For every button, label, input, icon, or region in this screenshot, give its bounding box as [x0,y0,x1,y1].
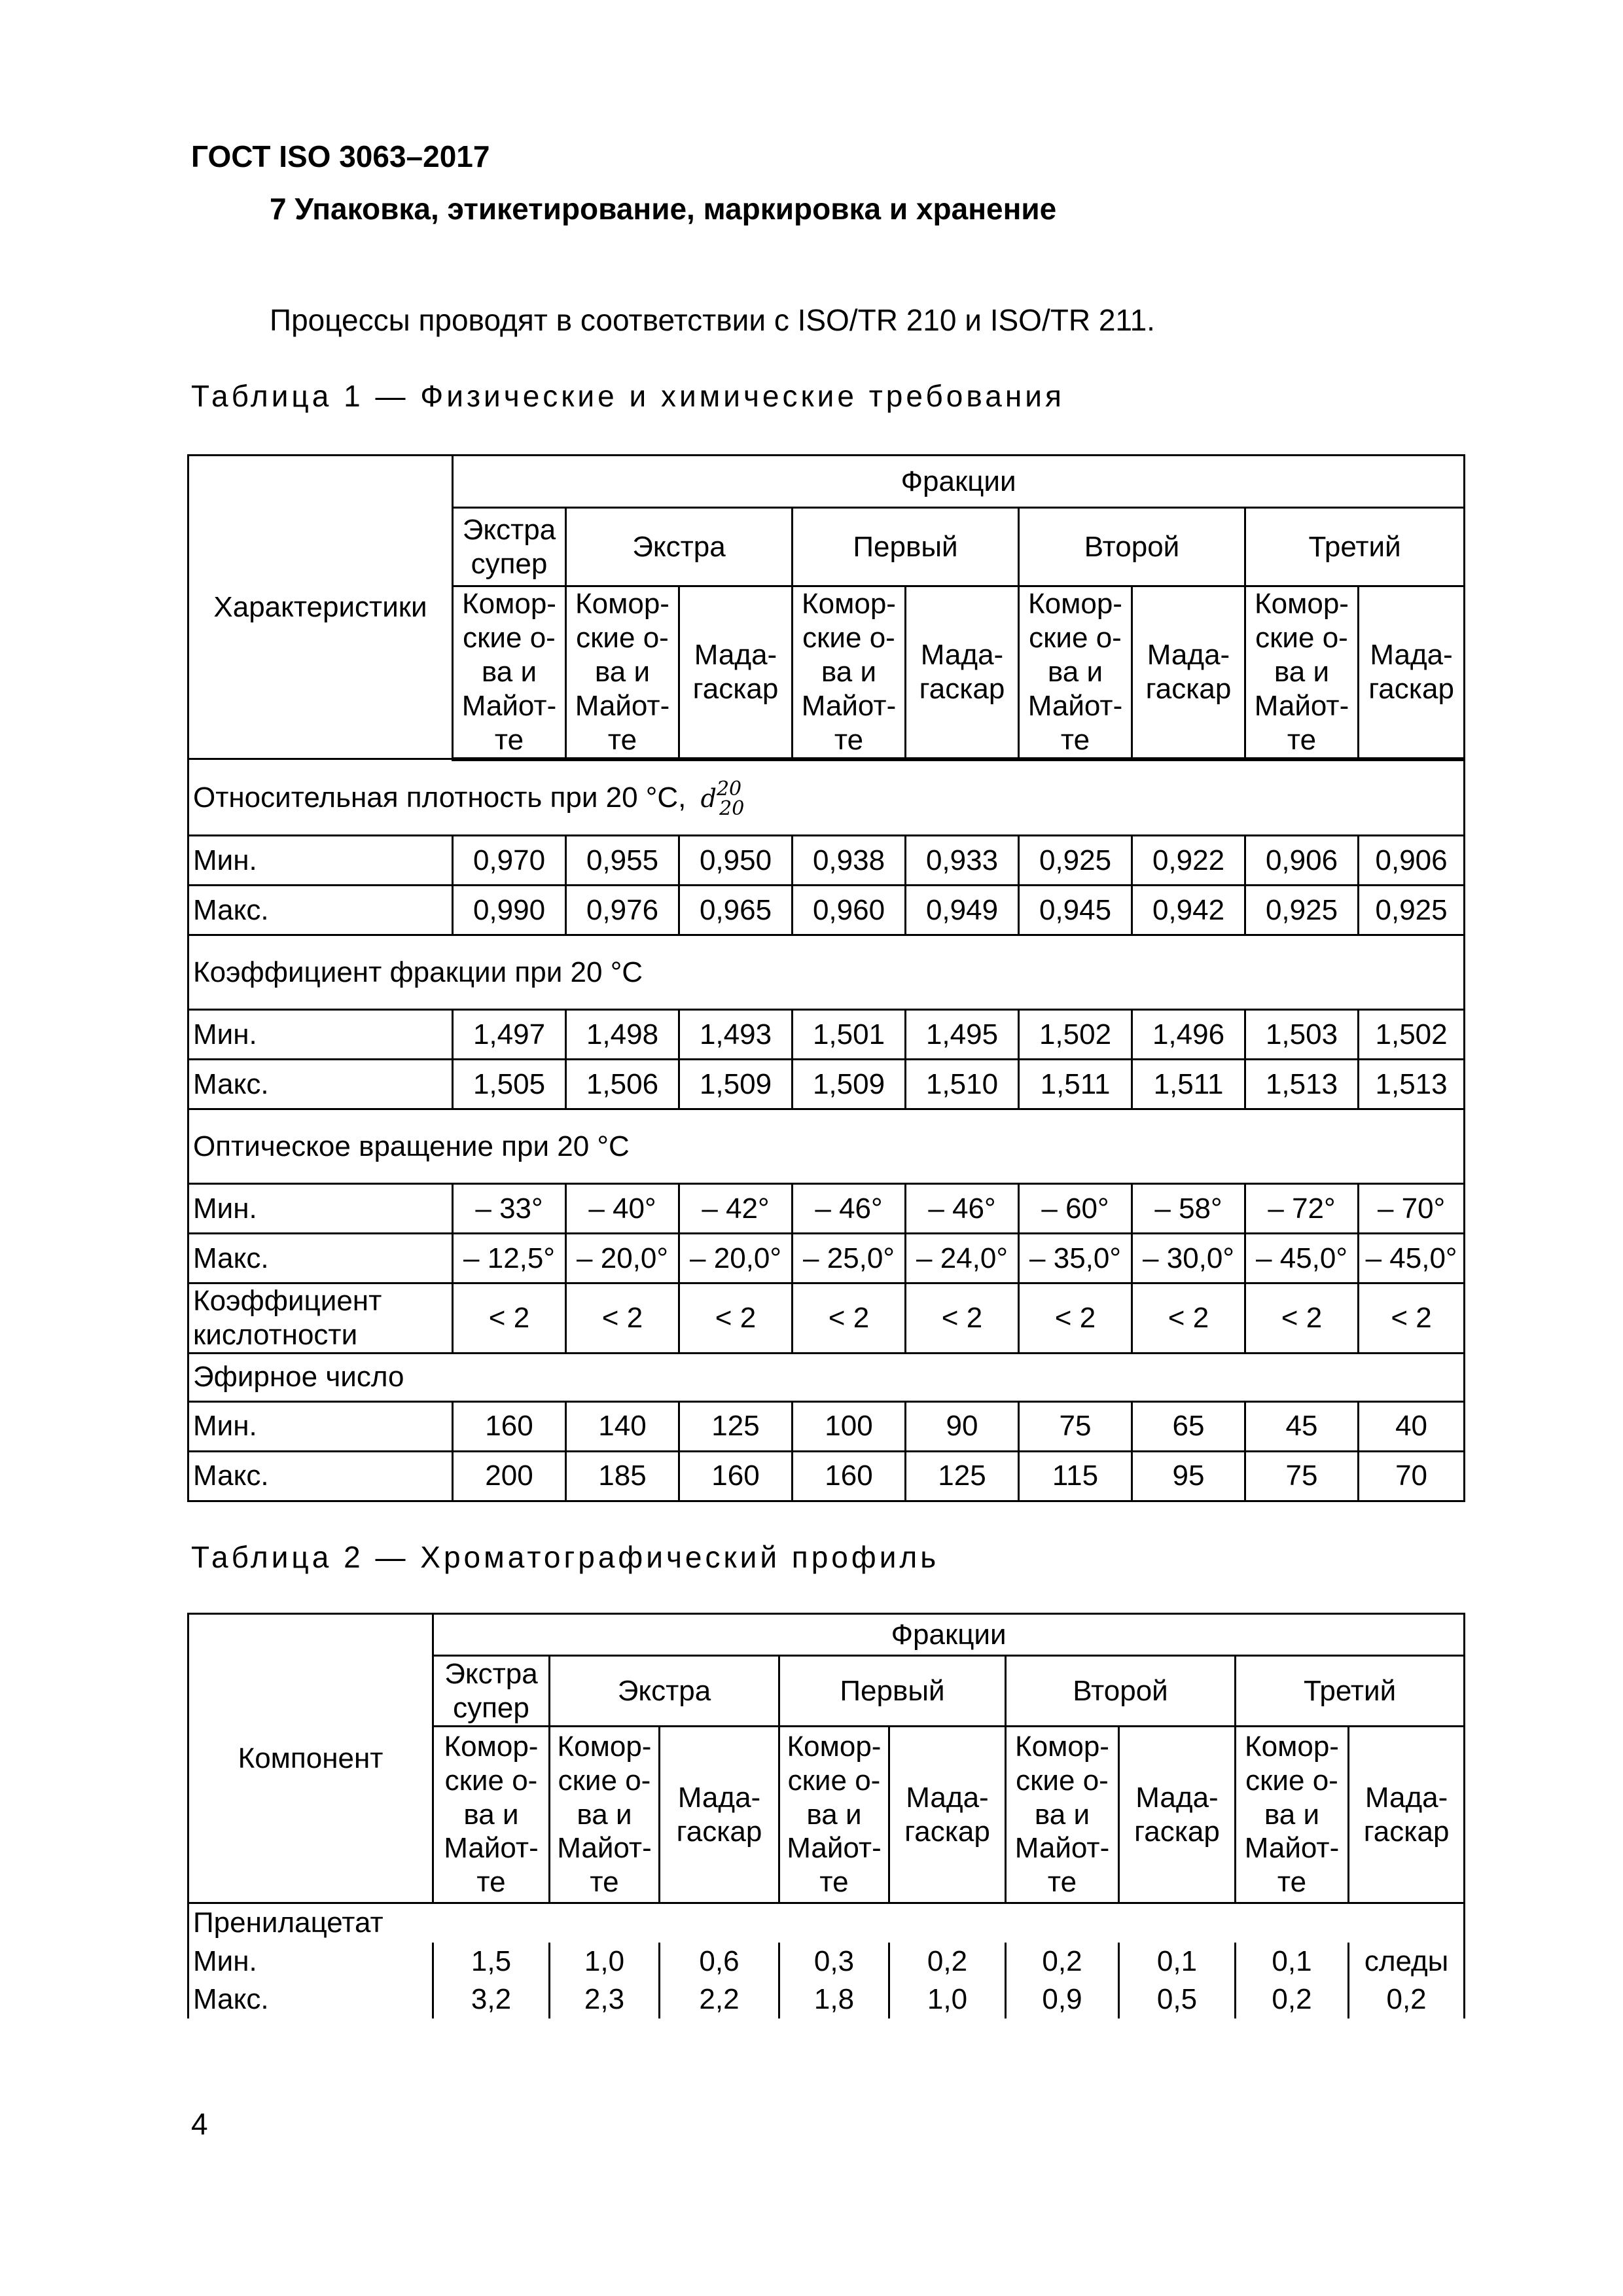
value-cell: – 45,0° [1245,1234,1359,1283]
value-cell: 0,965 [679,886,793,935]
value-cell: 1,5 [433,1943,550,1981]
value-cell: < 2 [906,1283,1019,1354]
refractive-min-row [188,1010,1465,1060]
value-cell: 3,2 [433,1981,550,2018]
acid-row [188,1283,1465,1354]
ester-min-row [188,1401,1465,1451]
table1-origin: Комор-ские о-ва и Майот-те [1245,586,1359,759]
table2-origin: Комор-ские о-ва и Майот-те [1006,1727,1119,1903]
value-cell: 1,503 [1245,1010,1359,1060]
value-cell: – 20,0° [679,1234,793,1283]
table2-grade: Экстра супер [433,1656,550,1727]
value-cell: следы [1349,1943,1465,1981]
value-cell: 0,938 [793,836,906,886]
value-cell: 125 [906,1451,1019,1501]
density-min-row [188,836,1465,886]
value-cell: 65 [1132,1401,1245,1451]
table2-grade: Третий [1236,1656,1465,1727]
row-label: Мин. [188,836,453,886]
table1-grade: Первый [793,508,1019,586]
table2-origin: Мада-гаскар [889,1727,1006,1903]
value-cell: – 30,0° [1132,1234,1245,1283]
value-cell: 40 [1359,1401,1465,1451]
value-cell: 0,990 [453,886,566,935]
optical-min-row [188,1184,1465,1234]
row-label: Макс. [188,886,453,935]
value-cell: 0,5 [1119,1981,1236,2018]
value-cell: 1,513 [1359,1060,1465,1109]
value-cell: 0,2 [1236,1981,1349,2018]
row-label: Макс. [188,1234,453,1283]
value-cell: 90 [906,1401,1019,1451]
value-cell: 1,493 [679,1010,793,1060]
table1-origin: Комор-ские о-ва и Майот-те [793,586,906,759]
row-label: Мин. [188,1010,453,1060]
value-cell: 0,2 [889,1943,1006,1981]
value-cell: 1,510 [906,1060,1019,1109]
value-cell: 0,906 [1359,836,1465,886]
optical-max-row [188,1234,1465,1283]
value-cell: 0,906 [1245,836,1359,886]
value-cell: 0,2 [1349,1981,1465,2018]
value-cell: 1,505 [453,1060,566,1109]
value-cell: < 2 [566,1283,679,1354]
value-cell: 75 [1245,1451,1359,1501]
value-cell: < 2 [1132,1283,1245,1354]
value-cell: < 2 [453,1283,566,1354]
table1-origin: Мада-гаскар [679,586,793,759]
refractive-group-label: Коэффициент фракции при 20 °С [188,935,1465,1010]
table1-grade: Экстра [566,508,793,586]
value-cell: 1,506 [566,1060,679,1109]
refractive-max-row [188,1060,1465,1109]
density-symbol: $d^{20}_{20}$ [700,777,745,820]
intro-paragraph: Процессы проводят в соответствии с ISO/TR 210 и ISO/TR 211. [270,303,1155,337]
value-cell: 1,502 [1019,1010,1132,1060]
value-cell: – 60° [1019,1184,1132,1234]
value-cell: 0,2 [1006,1943,1119,1981]
value-cell: – 40° [566,1184,679,1234]
value-cell: – 20,0° [566,1234,679,1283]
optical-group-label: Оптическое вращение при 20 °С [188,1109,1465,1184]
value-cell: 0,922 [1132,836,1245,886]
value-cell: 0,925 [1359,886,1465,935]
table1-origin: Мада-гаскар [906,586,1019,759]
value-cell: 2,2 [660,1981,779,2018]
value-cell: 0,1 [1236,1943,1349,1981]
value-cell: 95 [1132,1451,1245,1501]
value-cell: – 24,0° [906,1234,1019,1283]
value-cell: 0,945 [1019,886,1132,935]
value-cell: 185 [566,1451,679,1501]
table2-grade: Экстра [550,1656,779,1727]
table2-origin: Комор-ские о-ва и Майот-те [433,1727,550,1903]
value-cell: 1,501 [793,1010,906,1060]
table1-col-head: Характеристики [188,456,453,759]
row-label: Мин. [188,1943,433,1981]
value-cell: 1,509 [793,1060,906,1109]
table1-fractions-label: Фракции [453,456,1465,508]
table2-origin: Комор-ские о-ва и Майот-те [550,1727,660,1903]
table2-origin: Комор-ские о-ва и Майот-те [1236,1727,1349,1903]
table1-origin: Мада-гаскар [1132,586,1245,759]
value-cell: 0,950 [679,836,793,886]
table2-fractions-label: Фракции [433,1614,1465,1656]
value-cell: – 42° [679,1184,793,1234]
table1-origin: Мада-гаскар [1359,586,1465,759]
table2-chromatographic-profile [187,1613,1465,2018]
value-cell: 0,933 [906,836,1019,886]
value-cell: 0,9 [1006,1981,1119,2018]
ester-group-label: Эфирное число [188,1353,1465,1401]
value-cell: 1,509 [679,1060,793,1109]
row-label: Коэффициент кислотности [188,1283,453,1354]
value-cell: 1,0 [889,1981,1006,2018]
table1-grade: Второй [1019,508,1245,586]
value-cell: 1,495 [906,1010,1019,1060]
value-cell: 0,6 [660,1943,779,1981]
page-number: 4 [191,2107,208,2141]
value-cell: – 12,5° [453,1234,566,1283]
row-label: Макс. [188,1981,433,2018]
density-max-row [188,886,1465,935]
value-cell: 160 [679,1451,793,1501]
table1-origin: Комор-ские о-ва и Майот-те [1019,586,1132,759]
value-cell: 0,925 [1019,836,1132,886]
table1-physical-chemical [187,454,1465,1502]
table2-col-head: Компонент [188,1614,433,1903]
value-cell: < 2 [793,1283,906,1354]
value-cell: 0,3 [779,1943,889,1981]
value-cell: < 2 [1245,1283,1359,1354]
value-cell: 100 [793,1401,906,1451]
value-cell: 160 [793,1451,906,1501]
value-cell: 0,955 [566,836,679,886]
row-label: Макс. [188,1060,453,1109]
density-label: Относительная плотность при 20 °С, [193,781,687,814]
value-cell: 1,0 [550,1943,660,1981]
row-label: Мин. [188,1184,453,1234]
table1-grade: Третий [1245,508,1465,586]
value-cell: 160 [453,1401,566,1451]
value-cell: 1,511 [1019,1060,1132,1109]
table1-origin: Комор-ские о-ва и Майот-те [453,586,566,759]
table2-origin: Мада-гаскар [1119,1727,1236,1903]
table2-origin: Мада-гаскар [660,1727,779,1903]
value-cell: 0,949 [906,886,1019,935]
table1-grade: Экстра супер [453,508,566,586]
row-label: Мин. [188,1401,453,1451]
density-group-row [188,759,1465,836]
value-cell: 0,970 [453,836,566,886]
value-cell: – 46° [906,1184,1019,1234]
table2-origin: Комор-ские о-ва и Майот-те [779,1727,889,1903]
value-cell: 1,497 [453,1010,566,1060]
table2-origin: Мада-гаскар [1349,1727,1465,1903]
table1-origin: Комор-ские о-ва и Майот-те [566,586,679,759]
value-cell: < 2 [679,1283,793,1354]
prenyl-min-row [188,1943,1465,1981]
value-cell: 140 [566,1401,679,1451]
value-cell: – 58° [1132,1184,1245,1234]
value-cell: 0,925 [1245,886,1359,935]
value-cell: 0,1 [1119,1943,1236,1981]
table1-caption: Таблица 1 — Физические и химические требования [191,379,1065,413]
prenyl-group-label: Пренилацетат [188,1903,1465,1943]
value-cell: – 35,0° [1019,1234,1132,1283]
value-cell: 45 [1245,1401,1359,1451]
value-cell: 1,513 [1245,1060,1359,1109]
row-label: Макс. [188,1451,453,1501]
value-cell: 2,3 [550,1981,660,2018]
value-cell: – 45,0° [1359,1234,1465,1283]
value-cell: 0,942 [1132,886,1245,935]
value-cell: < 2 [1359,1283,1465,1354]
section-heading: 7 Упаковка, этикетирование, маркировка и хранение [270,192,1057,226]
value-cell: 1,8 [779,1981,889,2018]
value-cell: < 2 [1019,1283,1132,1354]
value-cell: – 25,0° [793,1234,906,1283]
document-code: ГОСТ ISO 3063–2017 [191,139,490,173]
value-cell: 200 [453,1451,566,1501]
table2-caption: Таблица 2 — Хроматографический профиль [191,1540,940,1574]
value-cell: 70 [1359,1451,1465,1501]
value-cell: – 46° [793,1184,906,1234]
value-cell: – 70° [1359,1184,1465,1234]
value-cell: 0,960 [793,886,906,935]
table2-grade: Первый [779,1656,1006,1727]
value-cell: 125 [679,1401,793,1451]
table2-grade: Второй [1006,1656,1236,1727]
value-cell: 1,498 [566,1010,679,1060]
value-cell: – 72° [1245,1184,1359,1234]
value-cell: 0,976 [566,886,679,935]
value-cell: 75 [1019,1401,1132,1451]
value-cell: 1,502 [1359,1010,1465,1060]
value-cell: – 33° [453,1184,566,1234]
prenyl-max-row [188,1981,1465,2018]
value-cell: 115 [1019,1451,1132,1501]
value-cell: 1,496 [1132,1010,1245,1060]
ester-max-row [188,1451,1465,1501]
value-cell: 1,511 [1132,1060,1245,1109]
